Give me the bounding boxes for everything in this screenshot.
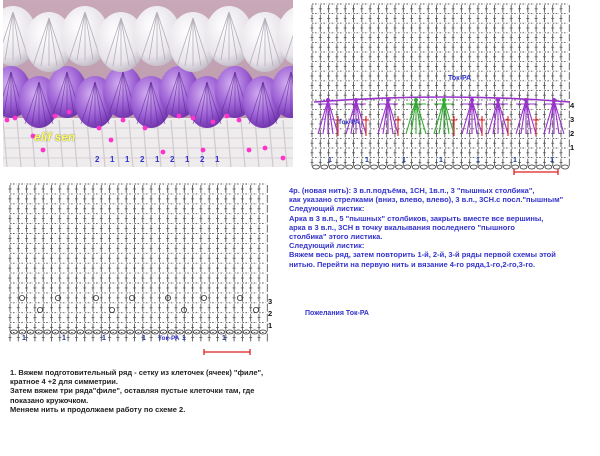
instruction-line: Меняем нить и продолжаем работу по схеме 2. [10,404,186,414]
repeat-marker: 1 [182,335,186,342]
stitch-number: 1 [125,155,130,164]
row-number: 2 [268,309,273,318]
chart-label: Ток-РА [158,335,180,342]
stitch-number: 2 [170,155,175,164]
instructions-right [289,186,599,269]
chart-grid [311,4,570,166]
repeat-marker: 1 [102,335,106,342]
instruction-line: Арка в 3 в.п., 5 "пышных" столбиков, закрыть вместе все вершины, [289,213,544,223]
repeat-marker: 1 [513,157,517,164]
chart-label: Ток-РА [338,119,360,126]
stitch-number: 2 [95,155,100,164]
stitch-number: 1 [110,155,115,164]
stitch-number: 1 [185,155,190,164]
row-number: 1 [268,321,273,330]
instruction-line: Вяжем весь ряд, затем повторить 1-й, 2-й, 3-й ряды первой схемы этой [289,250,556,260]
row-number: 3 [570,115,575,124]
instruction-line: Затем вяжем три ряда"филе", оставляя пустые клеточки там, где [10,386,255,396]
instruction-line: как указано стрелками (вниз, влево, влево), 3 в.п., 3СН.с посл."пышным" [289,195,564,205]
row-number: 4 [570,101,575,110]
instruction-line: арка в 3 в.п., 3СН в точку вкалывания последнего "пышного [289,222,515,232]
repeat-marker: 1 [22,335,26,342]
repeat-marker: 1 [439,157,443,164]
chart-scheme-1 [8,180,278,356]
row-number: 2 [570,129,575,138]
stitch-number: 1 [155,155,160,164]
repeat-marker: 1 [328,157,332,164]
repeat-marker: 1 [62,335,66,342]
instruction-line: Следующий листик: [289,204,365,214]
row-number: 1 [570,143,575,152]
instruction-line: столбика" этого листика. [289,232,383,242]
chart-label: Ток-РА [448,75,472,82]
chart-grid [9,184,268,341]
instruction-line: кратное 4 +2 для симметрии. [10,377,118,387]
repeat-marker: 1 [222,335,226,342]
repeat-bracket [514,169,558,175]
credit-label: Пожелания Ток-РА [305,310,369,317]
instructions-left [10,368,290,414]
leaf-fan [488,98,508,134]
chart-scheme-2 [308,0,588,178]
repeat-bracket [204,349,250,355]
stitch-numbers [95,155,220,164]
repeat-marker: 1 [550,157,554,164]
instruction-line: нитью. Перейти на первую нить и вязание 4-го ряда,1-го,2-го,3-го. [289,259,536,269]
repeat-marker: 1 [476,157,480,164]
leaf-fan [516,98,536,134]
instruction-line: 4р. (новая нить): 3 в.п.подъёма, 1СН, 1в.п., 3 "пышных столбика", [289,186,535,195]
repeat-marker: 1 [365,157,369,164]
base-chain [11,330,267,334]
stitch-number: 2 [200,155,205,164]
filet-circles [19,295,258,312]
instruction-line: 1. Вяжем подготовительный ряд - сетку из клеточек (ячеек) "филе", [10,368,264,377]
stitch-number: 2 [140,155,145,164]
stitch-number: 1 [215,155,220,164]
instruction-line: Следующий листик: [289,241,365,251]
photo-watermark: elif sen [34,130,76,144]
row4-arc [314,97,570,102]
instruction-line: показано кружочком. [10,395,89,405]
repeat-marker: 1 [142,335,146,342]
row-number: 3 [268,297,273,306]
base-chain [313,165,569,169]
repeat-marker: 1 [402,157,406,164]
